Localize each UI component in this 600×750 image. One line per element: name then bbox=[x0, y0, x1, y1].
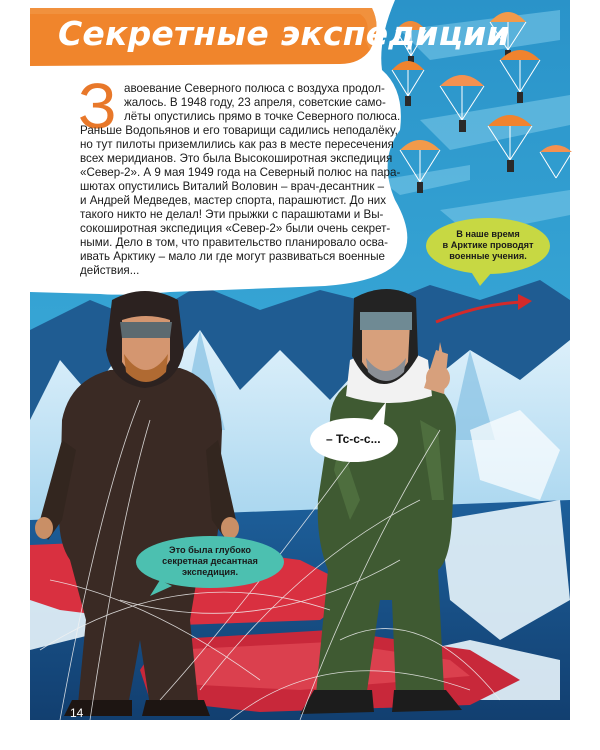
bubble-right-line: в Арктике проводят bbox=[442, 240, 534, 250]
article-line: авоевание Северного полюса с воздуха продол- bbox=[124, 82, 385, 95]
bubble-left bbox=[150, 545, 270, 578]
page-number: 14 bbox=[70, 706, 84, 720]
article-line: но тут пилоты приземлились как раз в месте пересечения bbox=[80, 138, 394, 151]
article-line: «Север-2». А 9 мая 1949 года на Северный полюс на пара- bbox=[80, 166, 401, 179]
article-line: жалось. В 1948 году, 23 апреля, советские само- bbox=[124, 96, 386, 109]
bubble-left-line: экспедиция. bbox=[181, 567, 238, 577]
bubble-right-line: военные учения. bbox=[449, 251, 527, 261]
article-line: лёты опустились прямо в точке Северного полюса. bbox=[124, 110, 401, 123]
drop-cap: З bbox=[78, 70, 117, 142]
bubble-right bbox=[432, 229, 544, 262]
article-line: всех меридианов. Это была Высокоширотная экспедиция bbox=[80, 152, 393, 165]
article-line: и Андрей Медведев, мастер спорта, парашютист. До них bbox=[80, 194, 387, 207]
article-line: ными. Дело в том, что правительство планировало осва- bbox=[80, 236, 388, 249]
bubble-left-line: Это была глубоко bbox=[169, 545, 251, 555]
article-line: такого никто не делал! Эти прыжки с парашютами и Вы- bbox=[80, 208, 384, 221]
page-title: Секретные экспедиции bbox=[58, 14, 510, 53]
article-line: сокоширотная экспедиция «Север-2» были очень секрет- bbox=[80, 222, 391, 235]
speech-bubble: – Тс-с-с... bbox=[326, 432, 381, 446]
article-line: ивать Арктику – мало ли где могут развиваться военные bbox=[80, 250, 385, 263]
article-line: действия... bbox=[80, 264, 140, 277]
bubble-left-line: секретная десантная bbox=[162, 556, 258, 566]
bubble-right-line: В наше время bbox=[456, 229, 520, 239]
article-line: шютах опустились Виталий Воловин – врач-десантник – bbox=[80, 180, 385, 193]
article-line: Раньше Водопьянов и его товарищи садились неподалёку, bbox=[80, 124, 398, 137]
